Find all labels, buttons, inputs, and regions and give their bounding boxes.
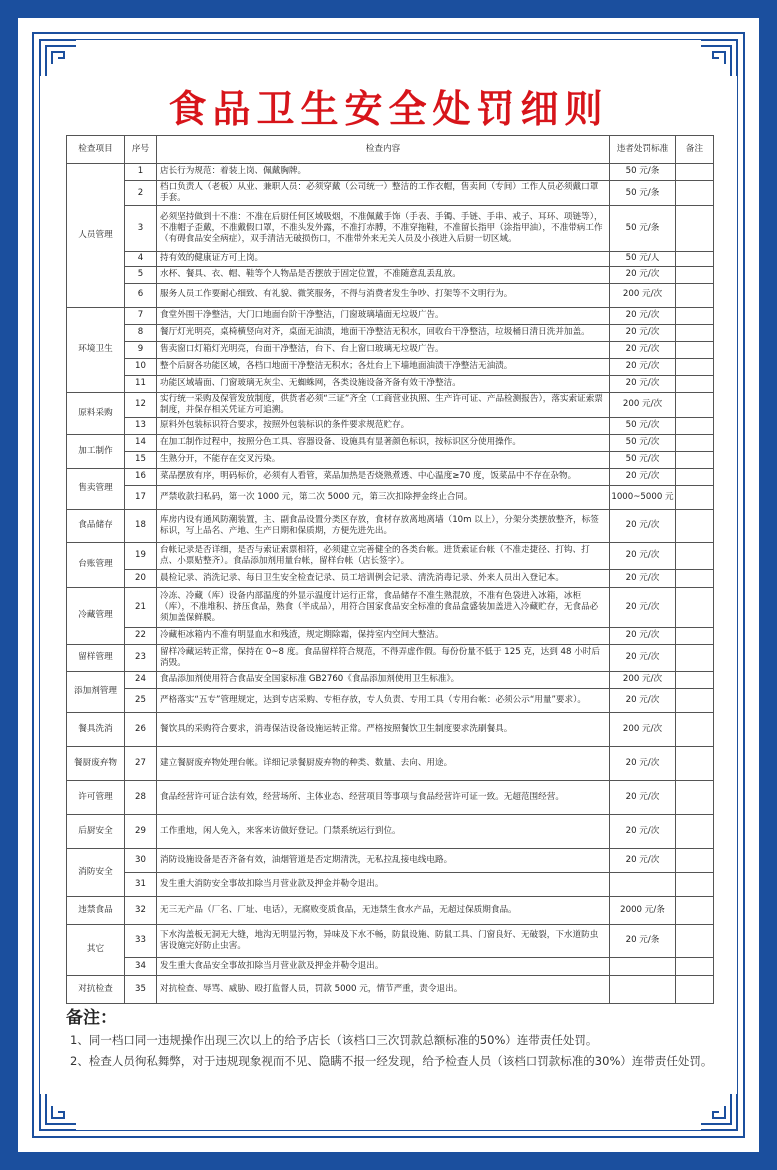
number-cell: 20 bbox=[125, 569, 157, 587]
table-row bbox=[67, 358, 714, 375]
penalty-table bbox=[66, 135, 714, 1004]
poster-inner bbox=[18, 18, 759, 1152]
content-cell: 水杯、餐具、衣、帽、鞋等个人物品是否摆放于固定位置，不准随意乱丢乱放。 bbox=[157, 266, 610, 283]
table-row bbox=[67, 587, 714, 627]
penalty-cell: 50 元/条 bbox=[610, 164, 676, 181]
number-cell: 1 bbox=[125, 164, 157, 181]
number-cell: 23 bbox=[125, 644, 157, 671]
penalty-cell: 20 元/次 bbox=[610, 569, 676, 587]
content-cell: 实行统一采购及保管发放制度，供货者必须“三证”齐全（工商营业执照、生产许可证、产品检测报告），落实索证索票制度，并保存相关凭证方可追溯。 bbox=[157, 392, 610, 417]
content-cell: 服务人员工作要耐心细致、有礼貌、微笑服务，不得与消费者发生争吵、打架等不文明行为。 bbox=[157, 283, 610, 307]
remark-cell bbox=[676, 451, 714, 468]
remark-cell bbox=[676, 392, 714, 417]
remark-cell bbox=[676, 417, 714, 434]
corner-ornament-icon bbox=[38, 38, 78, 78]
remark-cell bbox=[676, 780, 714, 814]
number-cell: 15 bbox=[125, 451, 157, 468]
content-cell: 食堂外围干净整洁，大门口地面台阶干净整洁，门窗玻璃墙面无垃圾广告。 bbox=[157, 307, 610, 324]
table-row bbox=[67, 780, 714, 814]
table-row bbox=[67, 434, 714, 451]
table-row bbox=[67, 375, 714, 392]
number-cell: 26 bbox=[125, 712, 157, 746]
content-cell: 留样冷藏运转正常，保持在 0~8 度。食品留样符合规范，不得弄虚作假。每份份量不低于 125 克，达到 48 小时后消毁。 bbox=[157, 644, 610, 671]
header-penalty: 违者处罚标准 bbox=[610, 136, 676, 164]
table-row bbox=[67, 417, 714, 434]
table-row bbox=[67, 896, 714, 924]
number-cell: 27 bbox=[125, 746, 157, 780]
penalty-cell: 50 元/条 bbox=[610, 206, 676, 252]
remark-cell bbox=[676, 924, 714, 957]
table-row bbox=[67, 688, 714, 712]
content-cell: 菜品摆放有序，明码标价，必须有人看管，菜品加热是否烧熟煮透、中心温度≥70 度，饭菜品中不存在杂物。 bbox=[157, 468, 610, 485]
content-cell: 持有效的健康证方可上岗。 bbox=[157, 252, 610, 266]
remark-cell bbox=[676, 814, 714, 848]
corner-ornament-icon bbox=[699, 1092, 739, 1132]
penalty-cell: 20 元/次 bbox=[610, 627, 676, 644]
number-cell: 2 bbox=[125, 181, 157, 206]
content-cell: 食品添加剂使用符合食品安全国家标准 GB2760《食品添加剂使用卫生标准》。 bbox=[157, 671, 610, 688]
penalty-cell: 50 元/人 bbox=[610, 252, 676, 266]
number-cell: 25 bbox=[125, 688, 157, 712]
remark-cell bbox=[676, 509, 714, 542]
table-header-row bbox=[67, 136, 714, 164]
number-cell: 5 bbox=[125, 266, 157, 283]
table-row bbox=[67, 283, 714, 307]
content-cell: 食品经营许可证合法有效，经营场所、主体业态、经营项目等事项与食品经营许可证一致。无超范围经营。 bbox=[157, 780, 610, 814]
number-cell: 18 bbox=[125, 509, 157, 542]
number-cell: 8 bbox=[125, 324, 157, 341]
penalty-cell: 20 元/次 bbox=[610, 468, 676, 485]
content-cell: 售卖窗口灯箱灯光明亮，台面干净整洁，台下、台上窗口玻璃无垃圾广告。 bbox=[157, 341, 610, 358]
table-row bbox=[67, 206, 714, 252]
table-row bbox=[67, 164, 714, 181]
penalty-cell: 20 元/次 bbox=[610, 341, 676, 358]
table-row bbox=[67, 872, 714, 896]
number-cell: 3 bbox=[125, 206, 157, 252]
penalty-cell: 50 元/条 bbox=[610, 181, 676, 206]
number-cell: 31 bbox=[125, 872, 157, 896]
remark-cell bbox=[676, 206, 714, 252]
number-cell: 16 bbox=[125, 468, 157, 485]
table-row bbox=[67, 266, 714, 283]
category-cell: 餐具洗消 bbox=[67, 712, 125, 746]
category-cell: 人员管理 bbox=[67, 164, 125, 308]
number-cell: 12 bbox=[125, 392, 157, 417]
content-cell: 档口负责人（老板）从业、兼职人员：必须穿戴（公司统一）整洁的工作衣帽，售卖间（专间）工作人员必须戴口罩手套。 bbox=[157, 181, 610, 206]
number-cell: 34 bbox=[125, 957, 157, 975]
category-cell: 对抗检查 bbox=[67, 975, 125, 1003]
content-cell: 晨检记录、消洗记录、每日卫生安全检查记录、员工培训例会记录、清洗消毒记录、外来人员出入登记本。 bbox=[157, 569, 610, 587]
remark-cell bbox=[676, 627, 714, 644]
table-row bbox=[67, 957, 714, 975]
header-category: 检查项目 bbox=[67, 136, 125, 164]
category-cell: 违禁食品 bbox=[67, 896, 125, 924]
table-row bbox=[67, 712, 714, 746]
content-cell: 必须坚持做到十不准：不准在后厨任何区域吸烟，不准佩戴手饰（手表、手镯、手链、手串、戒子、耳环、项链等），不准帽子歪戴，不准戴假口罩，不准头发外露，不准打赤膊，不准穿拖鞋，不准留长指甲（涂指甲油），不准带病工作（有碍食品安全病症），双手清洁无破损伤口，不准带外来无关人员及小孩进入后厨一切区域。 bbox=[157, 206, 610, 252]
category-cell: 后厨安全 bbox=[67, 814, 125, 848]
category-cell: 其它 bbox=[67, 924, 125, 975]
penalty-cell: 200 元/次 bbox=[610, 392, 676, 417]
remark-cell bbox=[676, 252, 714, 266]
penalty-cell: 20 元/次 bbox=[610, 324, 676, 341]
remark-cell bbox=[676, 307, 714, 324]
penalty-cell bbox=[610, 975, 676, 1003]
number-cell: 13 bbox=[125, 417, 157, 434]
penalty-cell: 200 元/次 bbox=[610, 671, 676, 688]
number-cell: 24 bbox=[125, 671, 157, 688]
category-cell: 冷藏管理 bbox=[67, 587, 125, 644]
remark-cell bbox=[676, 746, 714, 780]
category-cell: 留样管理 bbox=[67, 644, 125, 671]
number-cell: 35 bbox=[125, 975, 157, 1003]
category-cell: 环境卫生 bbox=[67, 307, 125, 392]
penalty-cell: 50 元/次 bbox=[610, 417, 676, 434]
table-row bbox=[67, 451, 714, 468]
category-cell: 售卖管理 bbox=[67, 468, 125, 509]
number-cell: 6 bbox=[125, 283, 157, 307]
table-row bbox=[67, 975, 714, 1003]
number-cell: 7 bbox=[125, 307, 157, 324]
table-row bbox=[67, 181, 714, 206]
number-cell: 32 bbox=[125, 896, 157, 924]
content-cell: 库房内设有通风防潮装置，主、副食品设置分类区存放，食材存放离地离墙（10m 以上），分架分类摆放整齐，标签标识，写上品名、产地、生产日期和保质期，方便先进先出。 bbox=[157, 509, 610, 542]
number-cell: 14 bbox=[125, 434, 157, 451]
penalty-cell: 20 元/次 bbox=[610, 307, 676, 324]
remark-cell bbox=[676, 848, 714, 872]
table-row bbox=[67, 468, 714, 485]
remark-cell bbox=[676, 375, 714, 392]
remark-cell bbox=[676, 181, 714, 206]
content-cell: 发生重大消防安全事故扣除当月营业款及押金并勒令退出。 bbox=[157, 872, 610, 896]
penalty-cell: 20 元/次 bbox=[610, 266, 676, 283]
category-cell: 食品储存 bbox=[67, 509, 125, 542]
penalty-cell: 50 元/次 bbox=[610, 451, 676, 468]
penalty-cell: 20 元/次 bbox=[610, 688, 676, 712]
content-cell: 在加工制作过程中，按照分色工具、容器设备、设施具有显著颜色标识，按标识区分使用操作。 bbox=[157, 434, 610, 451]
remark-cell bbox=[676, 164, 714, 181]
content-cell: 发生重大食品安全事故扣除当月营业款及押金并勒令退出。 bbox=[157, 957, 610, 975]
table-row bbox=[67, 509, 714, 542]
table-body bbox=[67, 164, 714, 1004]
penalty-cell: 20 元/次 bbox=[610, 780, 676, 814]
number-cell: 9 bbox=[125, 341, 157, 358]
table-row bbox=[67, 341, 714, 358]
corner-ornament-icon bbox=[38, 1092, 78, 1132]
table-row bbox=[67, 485, 714, 509]
content-cell: 对抗检查、辱骂、威胁、殴打监督人员，罚款 5000 元，情节严重，责令退出。 bbox=[157, 975, 610, 1003]
number-cell: 22 bbox=[125, 627, 157, 644]
remark-cell bbox=[676, 569, 714, 587]
content-cell: 原料外包装标识符合要求，按照外包装标识的条件要求规范贮存。 bbox=[157, 417, 610, 434]
remark-cell bbox=[676, 358, 714, 375]
category-cell: 消防安全 bbox=[67, 848, 125, 896]
content-cell: 餐饮具的采购符合要求，消毒保洁设备设施运转正常。严格按照餐饮卫生制度要求洗刷餐具。 bbox=[157, 712, 610, 746]
content-cell: 无三无产品（厂名、厂址、电话），无腐败变质食品，无违禁生食水产品，无超过保质期食品。 bbox=[157, 896, 610, 924]
remark-cell bbox=[676, 712, 714, 746]
header-number: 序号 bbox=[125, 136, 157, 164]
penalty-cell: 1000~5000 元 bbox=[610, 485, 676, 509]
penalty-cell: 20 元/次 bbox=[610, 358, 676, 375]
penalty-cell: 20 元/次 bbox=[610, 644, 676, 671]
remark-cell bbox=[676, 896, 714, 924]
penalty-cell: 20 元/次 bbox=[610, 587, 676, 627]
remark-cell bbox=[676, 283, 714, 307]
number-cell: 17 bbox=[125, 485, 157, 509]
content-cell: 严禁收款扫私码，第一次 1000 元，第二次 5000 元，第三次扣除押金终止合同。 bbox=[157, 485, 610, 509]
category-cell: 加工制作 bbox=[67, 434, 125, 468]
category-cell: 添加剂管理 bbox=[67, 671, 125, 712]
note-item: 2、检查人员徇私舞弊，对于违规现象视而不见、隐瞒不报一经发现，给予检查人员（该档口罚款标准的30%）连带责任处罚。 bbox=[70, 1054, 713, 1068]
content-cell: 功能区域墙面、门窗玻璃无灰尘、无蜘蛛网，各类设施设备齐备有效干净整洁。 bbox=[157, 375, 610, 392]
table-row bbox=[67, 627, 714, 644]
content-cell: 台帐记录是否详细，是否与索证索票相符，必须建立完善健全的各类台帐。进货索证台帐（不准走捷径、打钩、打点、小票贴整齐）。食品添加剂用量台帐，留样台帐（店长签字）。 bbox=[157, 542, 610, 569]
content-cell: 下水沟盖板无洞无大缝，地沟无明显污物，异味及下水不畅，防鼠设施、防鼠工具、门窗良好、无破裂，下水道防虫害设施完好防止虫害。 bbox=[157, 924, 610, 957]
content-cell: 整个后厨各功能区域，各档口地面干净整洁无积水；各灶台上下墙地面油渍干净整洁无油渍。 bbox=[157, 358, 610, 375]
content-cell: 生熟分开，不能存在交叉污染。 bbox=[157, 451, 610, 468]
penalty-cell: 20 元/条 bbox=[610, 924, 676, 957]
number-cell: 21 bbox=[125, 587, 157, 627]
content-cell: 建立餐厨废弃物处理台帐。详细记录餐厨废弃物的种类、数量、去向、用途。 bbox=[157, 746, 610, 780]
number-cell: 29 bbox=[125, 814, 157, 848]
content-cell: 严格落实“五专”管理规定，达到专店采购、专柜存放，专人负责、专用工具（专用台帐：必须公示“用量”要求）。 bbox=[157, 688, 610, 712]
remark-cell bbox=[676, 688, 714, 712]
penalty-cell: 20 元/次 bbox=[610, 509, 676, 542]
remark-cell bbox=[676, 975, 714, 1003]
table-row bbox=[67, 848, 714, 872]
table-row bbox=[67, 569, 714, 587]
header-content: 检查内容 bbox=[157, 136, 610, 164]
table-row bbox=[67, 252, 714, 266]
number-cell: 33 bbox=[125, 924, 157, 957]
penalty-cell: 20 元/次 bbox=[610, 746, 676, 780]
number-cell: 11 bbox=[125, 375, 157, 392]
note-item: 1、同一档口同一违规操作出现三次以上的给予店长（该档口三次罚款总额标准的50%）连带责任处罚。 bbox=[70, 1033, 598, 1047]
penalty-cell: 20 元/次 bbox=[610, 375, 676, 392]
number-cell: 19 bbox=[125, 542, 157, 569]
table-row bbox=[67, 814, 714, 848]
header-remark: 备注 bbox=[676, 136, 714, 164]
remark-cell bbox=[676, 872, 714, 896]
number-cell: 28 bbox=[125, 780, 157, 814]
content-cell: 冷藏柜冰箱内不准有明显血水和残渣，规定期除霜，保持室内空间大整洁。 bbox=[157, 627, 610, 644]
table-row bbox=[67, 324, 714, 341]
penalty-cell: 200 元/次 bbox=[610, 712, 676, 746]
penalty-cell: 20 元/次 bbox=[610, 848, 676, 872]
penalty-cell bbox=[610, 872, 676, 896]
penalty-cell bbox=[610, 957, 676, 975]
table-row bbox=[67, 671, 714, 688]
penalty-cell: 2000 元/条 bbox=[610, 896, 676, 924]
category-cell: 许可管理 bbox=[67, 780, 125, 814]
content-cell: 消防设施设备是否齐备有效，油烟管道是否定期清洗，无私拉乱接电线电路。 bbox=[157, 848, 610, 872]
penalty-cell: 200 元/次 bbox=[610, 283, 676, 307]
table-row bbox=[67, 392, 714, 417]
remark-cell bbox=[676, 542, 714, 569]
page-title: 食品卫生安全处罚细则 bbox=[168, 87, 609, 131]
remark-cell bbox=[676, 957, 714, 975]
notes-title: 备注： bbox=[66, 1008, 117, 1028]
table-row bbox=[67, 644, 714, 671]
number-cell: 30 bbox=[125, 848, 157, 872]
remark-cell bbox=[676, 324, 714, 341]
remark-cell bbox=[676, 266, 714, 283]
category-cell: 台账管理 bbox=[67, 542, 125, 587]
table-row bbox=[67, 307, 714, 324]
penalty-cell: 20 元/次 bbox=[610, 814, 676, 848]
content-cell: 店长行为规范：着装上岗、佩戴胸牌。 bbox=[157, 164, 610, 181]
remark-cell bbox=[676, 644, 714, 671]
remark-cell bbox=[676, 671, 714, 688]
category-cell: 原料采购 bbox=[67, 392, 125, 434]
table-row bbox=[67, 542, 714, 569]
table-row bbox=[67, 746, 714, 780]
remark-cell bbox=[676, 341, 714, 358]
table-row bbox=[67, 924, 714, 957]
content-cell: 冷冻、冷藏（库）设备内部温度的外显示温度计运行正常，食品储存不准生熟混放，不准有色袋进入冰箱，冰柜（库），不准堆积、挤压食品，熟食（半成品），用符合国家食品安全标准的食品盒盛装加盖进入冷藏贮存，无食品必须加盖保鲜膜。 bbox=[157, 587, 610, 627]
remark-cell bbox=[676, 485, 714, 509]
content-cell: 餐厅灯光明亮，桌椅横竖向对齐，桌面无油渍，地面干净整洁无积水，回收台干净整洁，垃圾桶日清日洗并加盖。 bbox=[157, 324, 610, 341]
penalty-cell: 20 元/次 bbox=[610, 542, 676, 569]
category-cell: 餐厨废弃物 bbox=[67, 746, 125, 780]
penalty-cell: 50 元/次 bbox=[610, 434, 676, 451]
corner-ornament-icon bbox=[699, 38, 739, 78]
remark-cell bbox=[676, 434, 714, 451]
number-cell: 10 bbox=[125, 358, 157, 375]
remark-cell bbox=[676, 587, 714, 627]
number-cell: 4 bbox=[125, 252, 157, 266]
content-cell: 工作重地，闲人免入，来客来访做好登记。门禁系统运行到位。 bbox=[157, 814, 610, 848]
remark-cell bbox=[676, 468, 714, 485]
